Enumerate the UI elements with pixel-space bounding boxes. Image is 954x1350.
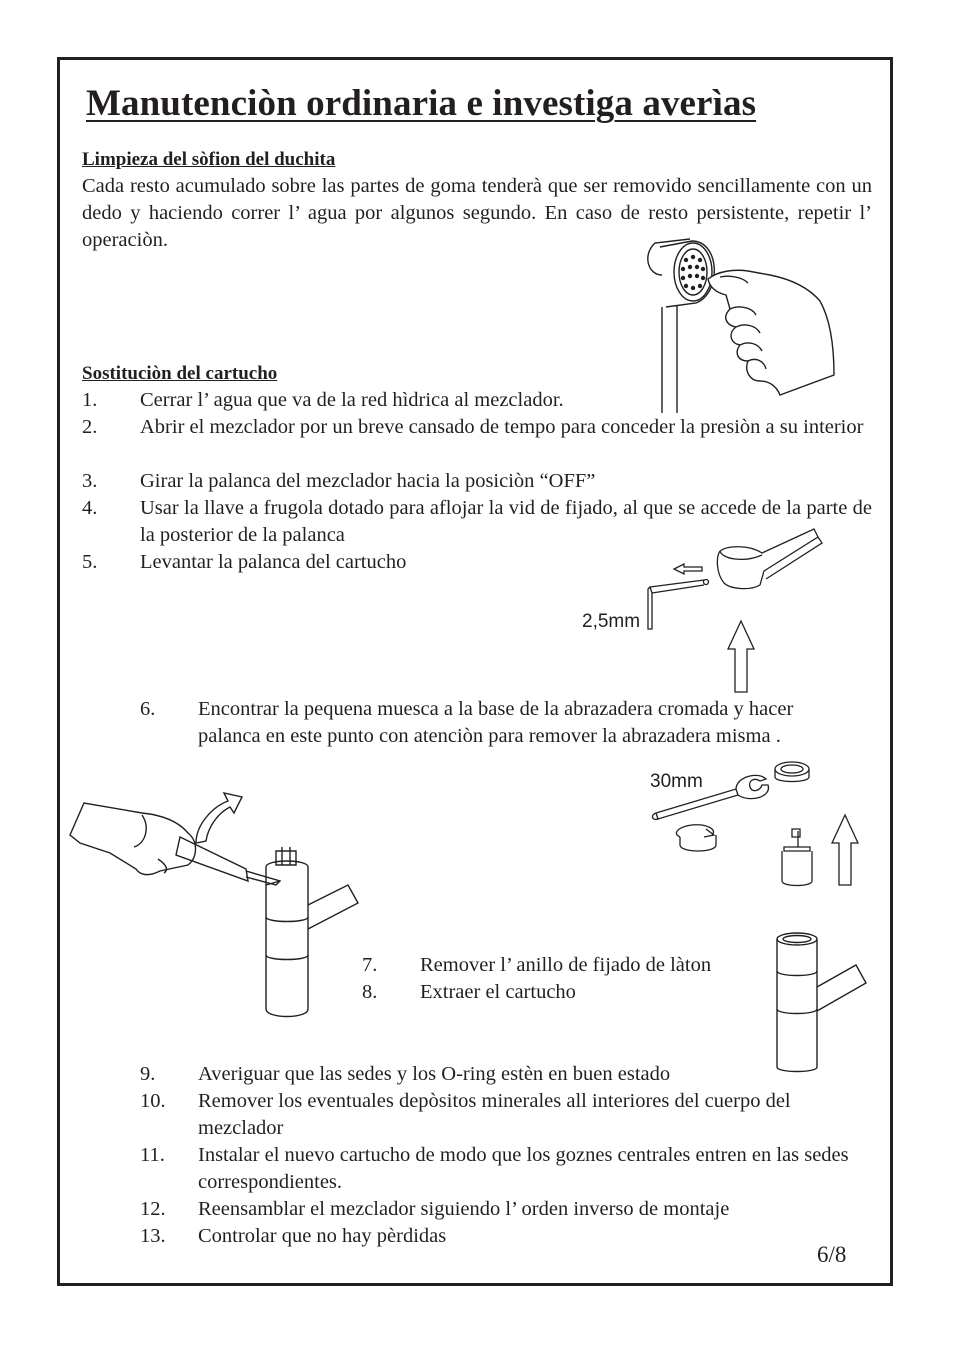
- step-text: Controlar que no hay pèrdidas: [198, 1225, 447, 1247]
- wrench-size-label: 30mm: [650, 771, 703, 792]
- step-text: Girar la palanca del mezclador hacia la posiciòn “OFF”: [140, 470, 596, 492]
- shower-head-cleaning-paragraph: Cada resto acumulado sobre las partes de goma tenderà que ser removido sencillamente con un dedo y haciendo correr l’ agua por algunos segundo. En caso de resto persistente, repetir l’ operaciòn.: [82, 175, 872, 251]
- step-text: Abrir el mezclador por un breve cansado de tempo para conceder la presiòn a su interior: [140, 416, 864, 438]
- step-number: 2.: [82, 416, 98, 438]
- step-number: 3.: [82, 470, 98, 492]
- step-number: 13.: [140, 1225, 166, 1247]
- section-heading-cartridge: Sostituciòn del cartucho: [82, 363, 278, 384]
- step-item: [140, 1223, 860, 1250]
- step-number: 11.: [140, 1144, 165, 1166]
- step-number: 10.: [140, 1090, 166, 1112]
- step-item: [362, 979, 742, 1006]
- step-text: Encontrar la pequena muesca a la base de la abrazadera cromada y hacer palanca en este punto con atenciòn para remover la abrazadera misma .: [198, 698, 794, 747]
- step-text: Reensamblar el mezclador siguiendo l’ orden inverso de montaje: [198, 1198, 730, 1220]
- step-text: Levantar la palanca del cartucho: [140, 551, 407, 573]
- step-number: 4.: [82, 497, 98, 519]
- allen-key-size-label: 2,5mm: [582, 611, 641, 632]
- step-item: [82, 414, 872, 468]
- step-item: [140, 1088, 860, 1142]
- step-text: Extraer el cartucho: [420, 981, 576, 1003]
- step-item: [140, 1196, 860, 1223]
- step-text: Averiguar que las sedes y los O-ring estèn en buen estado: [198, 1063, 671, 1085]
- page-title: Manutenciòn ordinaria e investiga averìas: [86, 83, 757, 124]
- step-number: 9.: [140, 1063, 156, 1085]
- step-number: 12.: [140, 1198, 166, 1220]
- step-item: [82, 387, 872, 414]
- page-number: 6/8: [817, 1242, 847, 1267]
- step-item: [362, 952, 742, 979]
- step-number: 7.: [362, 954, 378, 976]
- step-text: Remover los eventuales depòsitos minerales all interiores del cuerpo del mezclador: [198, 1090, 791, 1139]
- step-text: Instalar el nuevo cartucho de modo que los goznes centrales entren en las sedes correspondientes.: [198, 1144, 849, 1193]
- allen-key-lever-illustration: [640, 525, 840, 695]
- step-text: Usar la llave a frugola dotado para aflojar la vid de fijado, al que se accede de la parte de la posterior de la palanca: [140, 497, 872, 546]
- step-number: 8.: [362, 981, 378, 1003]
- step-number: 5.: [82, 551, 98, 573]
- step-text: Remover l’ anillo de fijado de làton: [420, 954, 712, 976]
- screwdriver-cap-removal-illustration: [70, 785, 370, 1035]
- step-item: [82, 468, 872, 495]
- mixer-body-illustration: [770, 925, 880, 1075]
- step-item: [140, 1142, 860, 1196]
- step-text: Cerrar l’ agua que va de la red hìdrica al mezclador.: [140, 389, 564, 411]
- step-number: 1.: [82, 389, 98, 411]
- step-item: [140, 1061, 860, 1088]
- step-item: [140, 696, 852, 750]
- section-heading-shower-head: Limpieza del sòfion del duchita: [82, 149, 336, 170]
- step-number: 6.: [140, 698, 156, 720]
